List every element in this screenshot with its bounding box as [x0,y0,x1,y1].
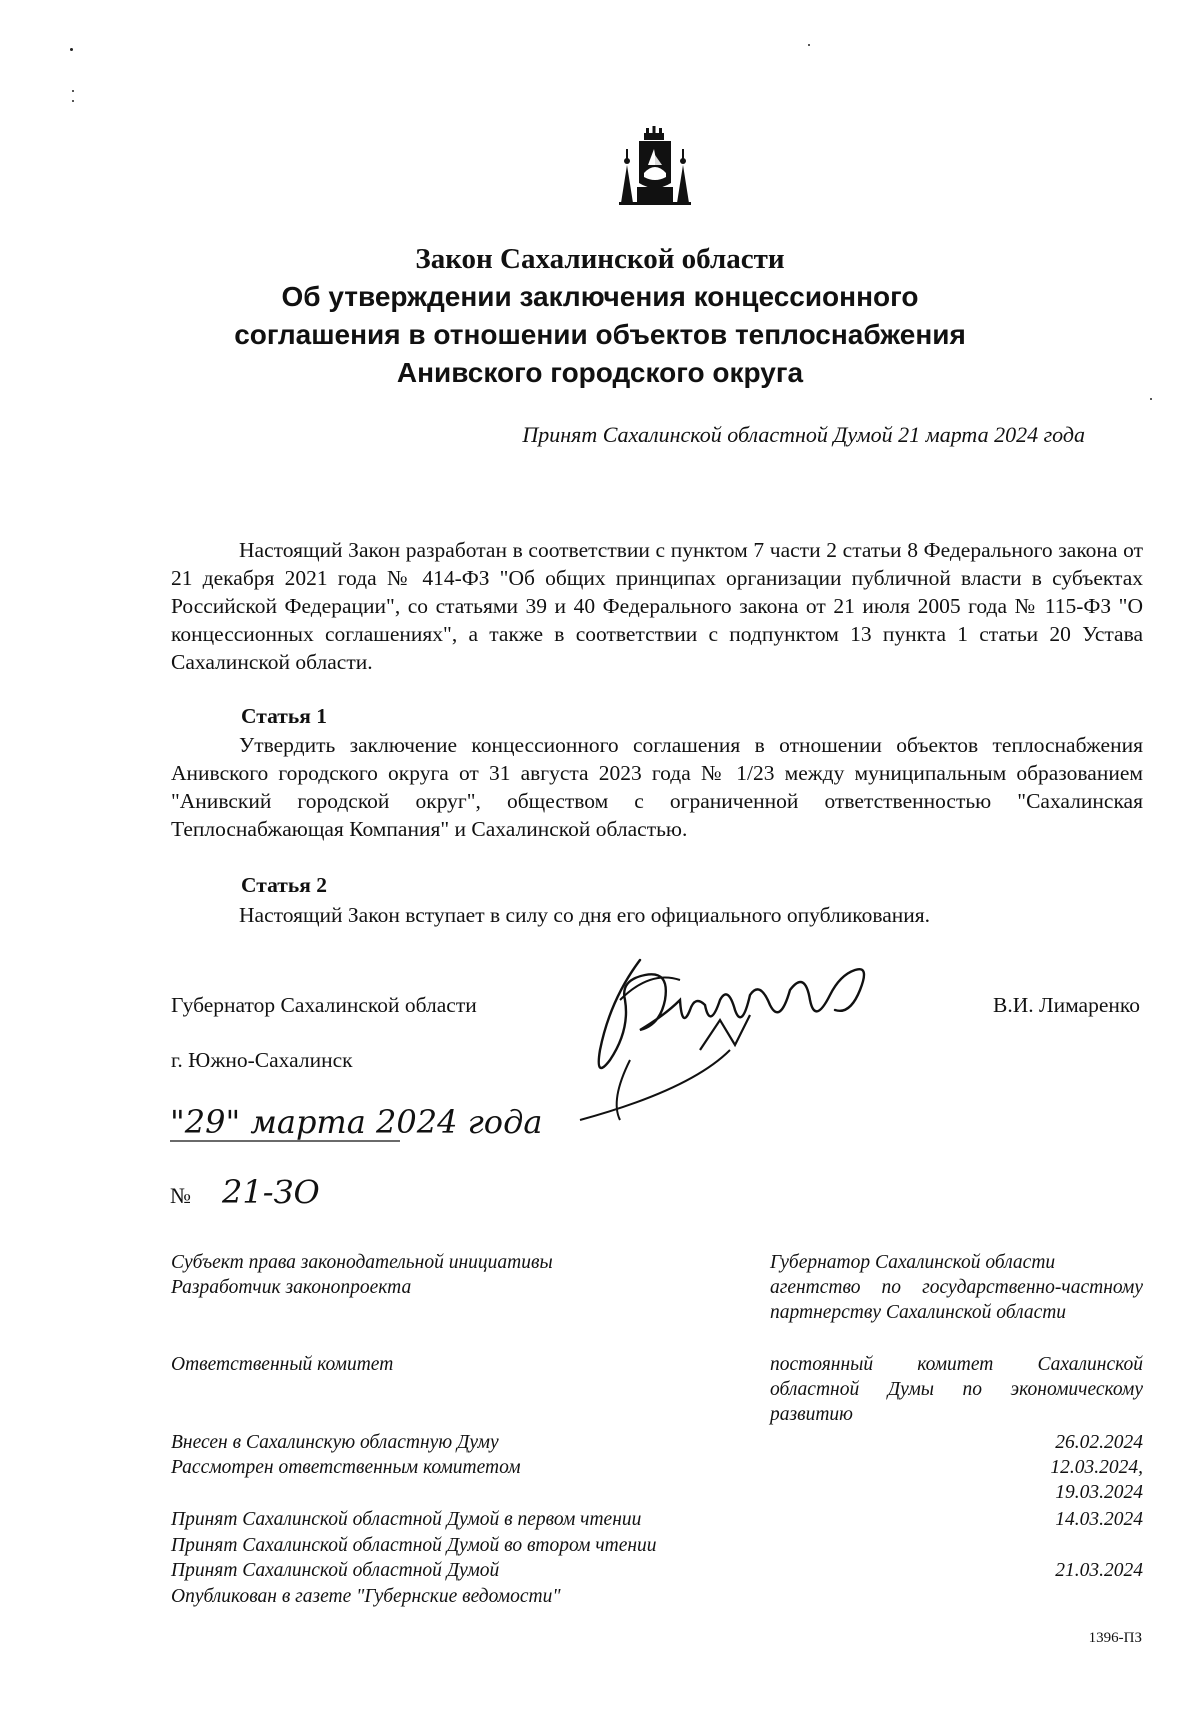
meta-submitted-label: Внесен в Сахалинскую областную Думу [171,1432,499,1453]
article-2-heading: Статья 2 [241,873,327,897]
governor-name: В.И. Лимаренко [993,993,1140,1017]
meta-adopted-label: Принят Сахалинской областной Думой [171,1560,500,1581]
scan-speck [72,90,74,92]
meta-initiative-value: Губернатор Сахалинской области [770,1252,1056,1273]
law-name-line: Анивского городского округа [396,357,804,388]
handwritten-number: 21-ЗО [222,1173,320,1211]
document-code: 1396-ПЗ [1088,1630,1142,1646]
meta-submitted-date: 26.02.2024 [1055,1432,1143,1453]
meta-initiative-label: Субъект права законодательной инициативы [171,1252,553,1273]
scan-speck [70,48,73,51]
governor-position: Губернатор Сахалинской области [171,993,477,1017]
meta-first-reading-date: 14.03.2024 [1055,1509,1143,1530]
meta-committee-value: постоянный комитет Сахалинской областной Думы по экономическому развитию [770,1354,1143,1425]
handwritten-date-number [170,1095,650,1225]
meta-reviewed-date-2: 19.03.2024 [1055,1482,1143,1503]
meta-published-label: Опубликован в газете "Губернские ведомости" [171,1586,561,1607]
meta-developer-label: Разработчик законопроекта [171,1277,412,1298]
article-2 [171,901,1143,929]
scan-speck [808,44,810,46]
article-1-heading: Статья 1 [241,704,327,728]
article-1 [171,731,1143,843]
meta-reviewed-date-1: 12.03.2024, [1050,1457,1143,1478]
law-type-heading: Закон Сахалинской области [415,243,785,275]
city-line: г. Южно-Сахалинск [171,1048,353,1072]
handwritten-date: "29" марта 2024 года [170,1103,543,1141]
preamble [171,536,1143,676]
meta-reviewed-label: Рассмотрен ответственным комитетом [171,1457,521,1478]
meta-adopted-date: 21.03.2024 [1055,1560,1143,1581]
law-name-line: Об утверждении заключения концессионного [281,281,919,312]
coat-of-arms-icon [615,125,695,207]
scan-speck [1150,398,1152,400]
article-2-text: Настоящий Закон вступает в силу со дня его официального опубликования. [239,903,931,927]
number-prefix: № [170,1183,191,1208]
meta-second-reading-label: Принят Сахалинской областной Думой во втором чтении [171,1535,657,1556]
meta-committee-label: Ответственный комитет [171,1354,394,1375]
article-1-text: Утвердить заключение концессионного соглашения в отношении объектов теплоснабжения Анивского городского округа от 31 августа 2023 года № 1/23 между муниципальным образованием "Анивский городской округ", обществом с ограниченной ответственностью "Сахалинская Теплоснабжающая Компания" и Сахалинской областью. [171,733,1143,841]
preamble-text: Настоящий Закон разработан в соответствии с пунктом 7 части 2 статьи 8 Федерального закона от 21 декабря 2021 года № 414-ФЗ "Об общих принципах организации публичной власти в субъектах Российской Федерации", со статьями 39 и 40 Федерального закона от 21 июля 2005 года № 115-ФЗ "О концессионных соглашениях", а также в соответствии с подпунктом 13 пункта 1 статьи 20 Устава Сахалинской области. [171,538,1143,674]
law-title-block [150,240,1050,392]
meta-first-reading-label: Принят Сахалинской областной Думой в первом чтении [171,1509,642,1530]
adopted-by-duma-line: Принят Сахалинской областной Думой 21 марта 2024 года [522,422,1085,447]
scan-speck [72,100,74,102]
meta-developer-value: агентство по государственно-частному партнерству Сахалинской области [770,1277,1143,1323]
law-name-line: соглашения в отношении объектов теплоснабжения [234,319,966,350]
